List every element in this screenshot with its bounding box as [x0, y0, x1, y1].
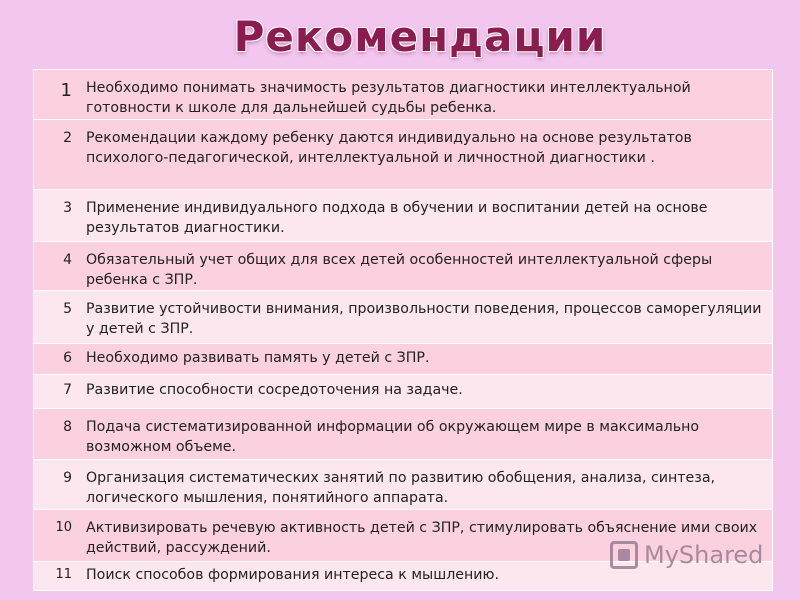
row-number: 8	[63, 419, 72, 435]
row-number: 7	[63, 382, 72, 398]
table-row	[34, 190, 772, 242]
row-text: Необходимо развивать память у детей с ЗПР.	[86, 350, 430, 366]
row-text: Организация систематических занятий по развитию обобщения, анализа, синтеза, логического мышления, понятийного аппарата.	[86, 470, 716, 506]
table-row	[34, 120, 772, 190]
recommendations-table	[33, 69, 773, 591]
watermark	[610, 538, 780, 572]
row-number: 10	[55, 520, 72, 535]
row-text: Применение индивидуального подхода в обучении и воспитании детей на основе результатов диагностики.	[86, 200, 708, 236]
row-number: 3	[63, 200, 72, 216]
row-number: 11	[55, 567, 72, 582]
row-number: 4	[63, 252, 72, 268]
row-text: Необходимо понимать значимость результатов диагностики интеллектуальной готовности к школе для дальнейшей судьбы ребенка.	[86, 80, 691, 116]
watermark-text: MyShared	[644, 541, 764, 569]
table-row	[34, 409, 772, 460]
table-row	[34, 291, 772, 344]
table-row	[34, 460, 772, 510]
row-number: 2	[63, 130, 72, 146]
row-text: Активизировать речевую активность детей с ЗПР, стимулировать объяснение ими своих действий, рассуждений.	[86, 520, 758, 556]
row-number: 9	[63, 470, 72, 486]
row-number: 1	[60, 80, 72, 101]
row-number: 5	[63, 301, 72, 317]
table-row	[34, 375, 772, 409]
row-number: 6	[63, 350, 72, 366]
table-row	[34, 70, 772, 120]
table-row	[34, 344, 772, 375]
myshared-logo-icon	[610, 541, 638, 569]
row-text: Развитие устойчивости внимания, произвольности поведения, процессов саморегуляции у детей с ЗПР.	[86, 301, 762, 337]
row-text: Подача систематизированной информации об окружающем мире в максимально возможном объеме.	[86, 419, 700, 455]
page-title: Рекомендации	[233, 12, 607, 61]
row-text: Поиск способов формирования интереса к мышлению.	[86, 567, 499, 583]
table-row	[34, 242, 772, 291]
row-text: Рекомендации каждому ребенку даются индивидуально на основе результатов психолого-педагогической, интеллектуальной и личностной диагностики .	[86, 130, 692, 166]
row-text: Обязательный учет общих для всех детей особенностей интеллектуальной сферы ребенка с ЗПР.	[86, 252, 713, 288]
row-text: Развитие способности сосредоточения на задаче.	[86, 382, 463, 398]
